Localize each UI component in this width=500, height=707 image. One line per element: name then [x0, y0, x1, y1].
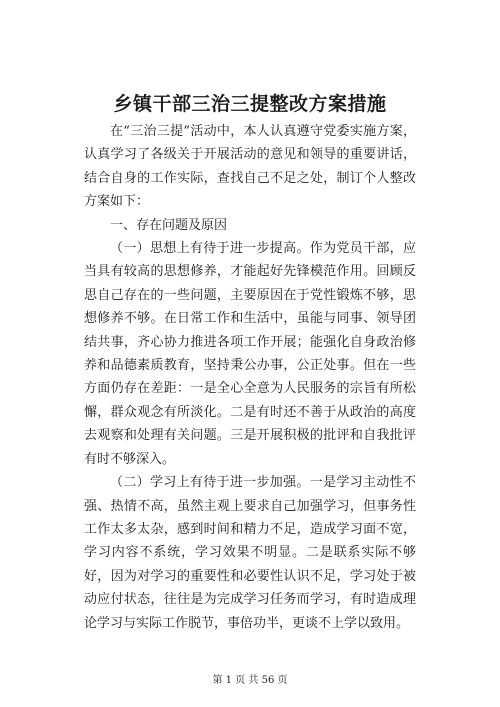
- paragraph-thinking: （一）思想上有待于进一步提高。作为党员干部，应当具有较高的思想修养，才能起好先锋模范作用。回顾反思自己存在的一些问题，主要原因在于党性锻炼不够，思想修养不够。在日常工作和生活中，虽能与同事、领导团结共事，齐心协力推进各项工作开展；能强化自身政治修养和品德素质教育，坚持秉公办事，公正处事。但在一些方面仍存在差距：一是全心全意为人民服务的宗旨有所松懈，群众观念有所淡化。二是有时还不善于从政治的高度去观察和处理有关问题。三是开展积极的批评和自我批评有时不够深入。: [84, 241, 416, 467]
- paragraph-study: （二）学习上有待于进一步加强。一是学习主动性不强、热情不高，虽然主观上要求自己加强学习，但事务性工作太多太杂，感到时间和精力不足，造成学习面不宽，学习内容不系统，学习效果不明显。二是联系实际不够好，因为对学习的重要性和必要性认识不足，学习处于被动应付状态，往往是为完成学习任务而学习，有时造成理论学习与实际工作脱节，事倍功半，更谈不上学以致用。: [84, 475, 416, 631]
- page-footer: 第 1 页 共 56 页: [212, 675, 288, 686]
- document-body: [84, 120, 416, 635]
- document-title: 乡镇干部三治三提整改方案措施: [113, 93, 387, 115]
- intro-paragraph: 在“三治三提”活动中，本人认真遵守党委实施方案，认真学习了各级关于开展活动的意见和领导的重要讲话，结合自身的工作实际，查找自己不足之处，制订个人整改方案如下：: [84, 124, 416, 210]
- section-heading: 一、存在问题及原因: [110, 217, 228, 233]
